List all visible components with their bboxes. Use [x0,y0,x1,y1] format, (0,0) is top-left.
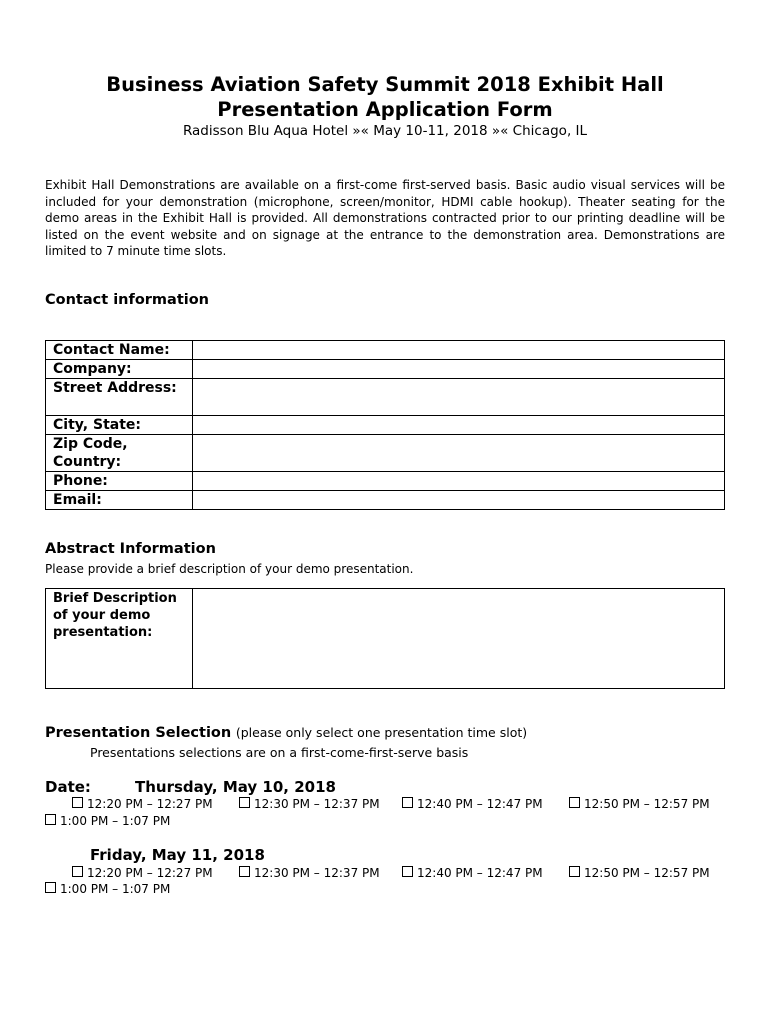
slot-label: 1:00 PM – 1:07 PM [60,882,171,896]
slot-fri-1240[interactable] [402,866,543,880]
slot-thu-1240[interactable] [402,797,543,811]
slot-label: 1:00 PM – 1:07 PM [60,814,171,828]
city-state-field[interactable] [193,416,725,435]
phone-label: Phone: [46,472,193,491]
table-row [46,435,725,472]
table-row [46,589,725,689]
checkbox-icon[interactable] [569,797,580,808]
checkbox-icon[interactable] [569,866,580,877]
slot-label: 12:20 PM – 12:27 PM [87,797,213,811]
slot-fri-0100[interactable] [45,882,170,896]
intro-paragraph: Exhibit Hall Demonstrations are available on a first-come first-served basis. Basic audio visual services will be included for your demonstration (microphone, screen/monitor, HDMI cable hookup). Theater seating for the demo areas in the Exhibit Hall is provided. All demonstrations contracted prior to our printing deadline will be listed on the event website and on signage at the entrance to the demonstration area. Demonstrations are limited to 7 minute time slots. [45,178,725,258]
contact-heading: Contact information [45,292,210,308]
slot-label: 12:20 PM – 12:27 PM [87,866,213,880]
day-friday-label: Friday, May 11, 2018 [90,846,265,864]
checkbox-icon[interactable] [45,882,56,893]
title-line-1: Business Aviation Safety Summit 2018 Exhibit Hall [106,73,664,96]
company-field[interactable] [193,360,725,379]
email-field[interactable] [193,491,725,510]
contact-name-field[interactable] [193,341,725,360]
phone-field[interactable] [193,472,725,491]
slot-label: 12:30 PM – 12:37 PM [254,797,380,811]
slot-label: 12:40 PM – 12:47 PM [417,797,543,811]
slot-thu-1230[interactable] [239,797,380,811]
table-row [46,416,725,435]
checkbox-icon[interactable] [402,866,413,877]
slot-label: 12:30 PM – 12:37 PM [254,866,380,880]
street-address-field[interactable] [193,379,725,416]
checkbox-icon[interactable] [239,797,250,808]
table-row [46,472,725,491]
company-label: Company: [46,360,193,379]
slot-fri-1220[interactable] [72,866,213,880]
slot-thu-1220[interactable] [72,797,213,811]
checkbox-icon[interactable] [45,814,56,825]
table-row [46,341,725,360]
table-row [46,491,725,510]
slot-thu-1250[interactable] [569,797,710,811]
slot-label: 12:50 PM – 12:57 PM [584,797,710,811]
abstract-table [45,588,725,689]
title-line-2: Presentation Application Form [217,98,553,121]
city-state-label: City, State: [46,416,193,435]
selection-heading-text: Presentation Selection [45,725,232,741]
day-thursday-label: Thursday, May 10, 2018 [135,778,336,796]
abstract-field[interactable] [193,589,725,689]
abstract-label: Brief Description of your demo presentation: [46,589,193,689]
street-address-label: Street Address: [46,379,193,416]
selection-heading [45,725,527,741]
date-label: Date: [45,778,91,796]
checkbox-icon[interactable] [72,797,83,808]
table-row [46,379,725,416]
abstract-instruction: Please provide a brief description of your demo presentation. [45,562,414,576]
slot-fri-1230[interactable] [239,866,380,880]
zip-country-field[interactable] [193,435,725,472]
slot-fri-1250[interactable] [569,866,710,880]
contact-name-label: Contact Name: [46,341,193,360]
checkbox-icon[interactable] [239,866,250,877]
event-subtitle: Radisson Blu Aqua Hotel »« May 10-11, 2018 »« Chicago, IL [182,123,588,139]
page-title [0,72,770,122]
abstract-heading: Abstract Information [45,541,216,557]
slot-thu-0100[interactable] [45,814,170,828]
slot-label: 12:50 PM – 12:57 PM [584,866,710,880]
zip-country-label: Zip Code, Country: [46,435,193,472]
contact-table [45,340,725,510]
email-label: Email: [46,491,193,510]
slot-label: 12:40 PM – 12:47 PM [417,866,543,880]
selection-heading-note: (please only select one presentation time slot) [235,725,528,740]
selection-note: Presentations selections are on a first-come-first-serve basis [90,745,469,760]
table-row [46,360,725,379]
checkbox-icon[interactable] [402,797,413,808]
checkbox-icon[interactable] [72,866,83,877]
